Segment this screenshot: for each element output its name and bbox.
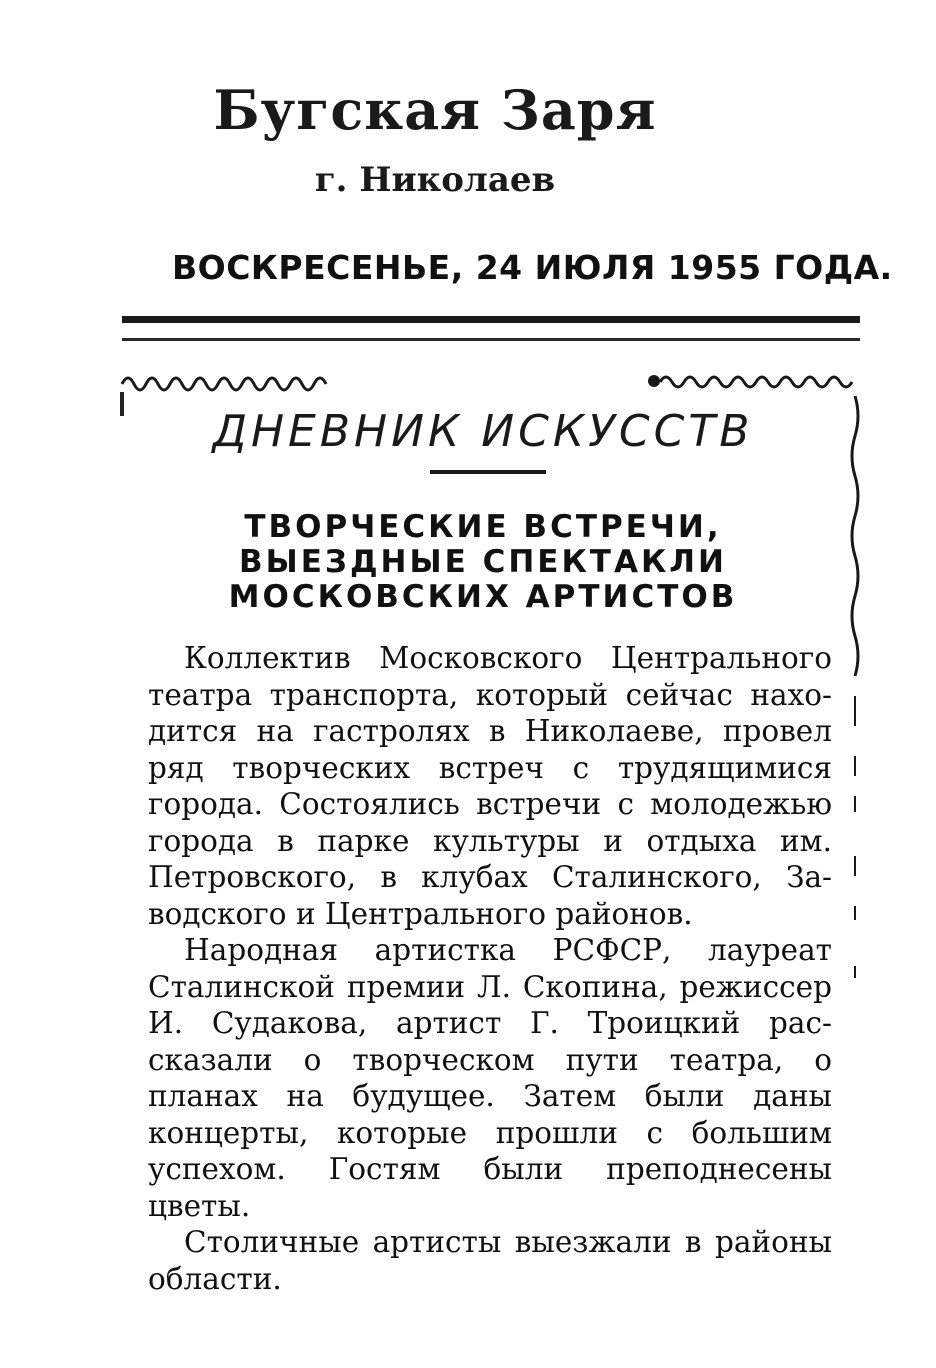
- masthead-city: г. Николаев: [314, 160, 556, 200]
- issue-date: ВОСКРЕСЕНЬЕ, 24 ИЮЛЯ 1955 ГОДА.: [172, 248, 893, 287]
- right-wavy-border: [846, 396, 864, 996]
- header-rule-thick: [122, 316, 860, 323]
- article-paragraph-1: Коллектив Московского Центрального театра транспорта, который сейчас находится на гастролях в Николаеве, провел ряд творческих встреч с трудящимися города. Состоялись встречи с молодежью города в парке культуры и отдыха им. Петровского, в клубах Сталинского, Заводского и Центрального районов.: [148, 641, 832, 931]
- headline-line-3: МОСКОВСКИХ АРТИСТОВ: [228, 579, 738, 615]
- article-body: [148, 640, 832, 1297]
- masthead-title: Бугская Заря: [213, 78, 657, 142]
- headline-line-2: ВЫЕЗДНЫЕ СПЕКТАКЛИ: [239, 544, 727, 580]
- section-title: ДНЕВНИК ИСКУССТВ: [212, 406, 754, 457]
- section-title-underline: [430, 470, 546, 474]
- article-paragraph-2: Народная артистка РСФСР, лауреат Сталинской премии Л. Скопина, режиссер И. Судакова, артист Г. Троицкий рассказали о творческом пути театра, о планах на будущее. Затем были даны концерты, которые прошли с большим успехом. Гостям были преподнесены цветы.: [148, 933, 832, 1223]
- article-paragraph-3: Столичные артисты выезжали в районы области.: [148, 1225, 832, 1296]
- header-rule-thin: [122, 338, 860, 341]
- headline-line-1: ТВОРЧЕСКИЕ ВСТРЕЧИ,: [244, 509, 722, 545]
- wavy-rule-right: [646, 368, 860, 394]
- article-headline: [120, 510, 846, 615]
- wavy-rule-left: [120, 368, 332, 394]
